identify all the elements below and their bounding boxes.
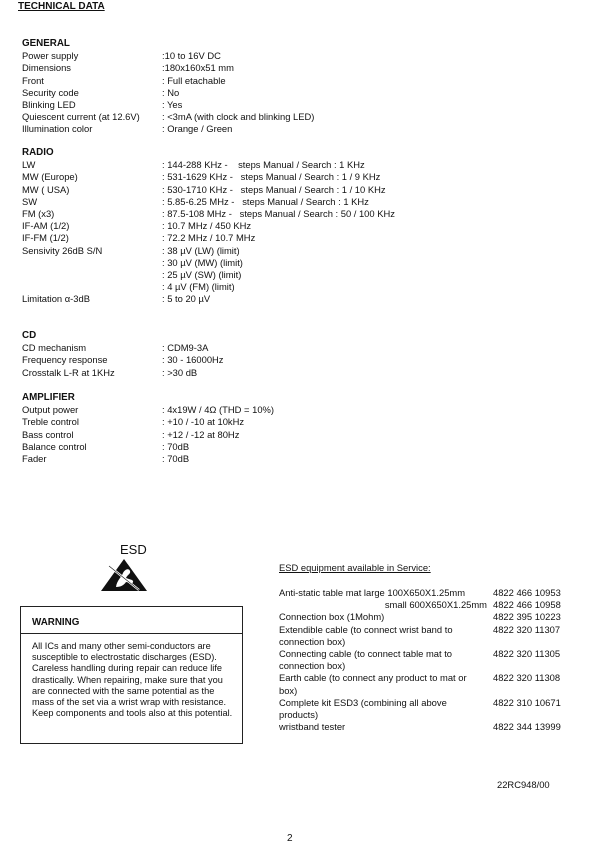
spec-row [22,453,274,465]
spec-row [22,293,395,305]
spec-value: : No [162,86,180,98]
spec-row [22,171,395,183]
spec-value: : 4 µV (FM) (limit) [162,281,235,293]
spec-value: : Yes [162,98,183,110]
equipment-code: 4822 395 10223 [493,611,561,623]
spec-value: : >30 dB [162,366,198,378]
equipment-description: Connecting cable (to connect table mat to connection box) [279,648,453,672]
spec-value: : 531-1629 KHz - steps Manual / Search : 1 / 9 KHz [162,171,381,183]
esd-warning-icon [99,558,149,592]
spec-row [22,257,395,269]
spec-value: : 87.5-108 MHz - steps Manual / Search : 50 / 100 KHz [162,207,395,219]
equipment-description: Complete kit ESD3 (combining all above products) [279,696,447,721]
spec-value: : 30 - 16000Hz [162,354,224,366]
equipment-item [279,624,571,648]
spec-row [22,281,395,293]
spec-row [22,416,274,428]
spec-value: : +12 / -12 at 80Hz [162,428,240,440]
spec-row [22,269,395,281]
spec-label: MW ( USA) [22,183,70,195]
document-code: 22RC948/00 [497,779,550,790]
spec-row [22,220,395,232]
equipment-item [279,587,571,599]
equipment-item [279,611,571,623]
cd-section [22,330,224,379]
equipment-code: 4822 466 10953 [493,587,561,598]
spec-row [22,404,274,416]
spec-label: Limitation α-3dB [22,293,90,305]
spec-value: : 4x19W / 4Ω (THD = 10%) [162,404,274,416]
equipment-description: Connection box (1Mohm) [279,611,385,623]
spec-label: Bass control [22,428,74,440]
spec-row [22,50,314,62]
radio-heading: RADIO [22,147,54,158]
spec-label: CD mechanism [22,342,87,354]
spec-label: Sensivity 26dB S/N [22,244,103,256]
spec-value: : 5 to 20 µV [162,293,211,305]
spec-label [22,281,162,293]
spec-label: Illumination color [22,123,93,135]
spec-label [22,257,162,269]
equipment-description: wristband tester [279,721,346,733]
spec-label: IF-AM (1/2) [22,220,70,232]
equipment-item [279,648,571,672]
spec-row [22,441,274,453]
spec-label: IF-FM (1/2) [22,232,69,244]
spec-row [22,342,224,354]
equipment-code: 4822 320 11305 [493,648,561,660]
warning-divider [21,633,242,634]
equipment-code: 4822 310 10671 [493,696,561,708]
esd-title: ESD [120,542,147,557]
spec-label: FM (x3) [22,207,55,219]
equipment-item [279,721,571,733]
spec-row [22,62,314,74]
spec-value: : +10 / -10 at 10kHz [162,416,245,428]
spec-label: Balance control [22,440,87,452]
radio-section [22,147,395,305]
spec-value: : 70dB [162,452,190,464]
spec-row [22,245,395,257]
page-title: TECHNICAL DATA [18,1,105,12]
amplifier-section [22,392,274,465]
equipment-description: Extendible cable (to connect wrist band to connection box) [279,623,453,647]
spec-label: LW [22,159,36,171]
spec-label: Output power [22,404,79,416]
spec-label: Dimensions [22,62,71,74]
spec-row [22,75,314,87]
equipment-description: Earth cable (to connect any product to mat or box) [279,672,467,696]
warning-box [20,606,243,744]
spec-row [22,99,314,111]
spec-value: : CDM9-3A [162,342,209,354]
spec-value: : 38 µV (LW) (limit) [162,244,240,256]
spec-label: Power supply [22,50,79,62]
spec-value: : Full etachable [162,74,226,86]
spec-value: : 530-1710 KHz - steps Manual / Search : 1 / 10 KHz [162,183,386,195]
general-heading: GENERAL [22,38,70,49]
spec-row [22,429,274,441]
spec-label: MW (Europe) [22,171,78,183]
spec-value: : Orange / Green [162,123,233,135]
spec-label: Frequency response [22,354,108,366]
spec-label [22,269,162,281]
page-number: 2 [287,833,293,844]
spec-value: : 30 µV (MW) (limit) [162,256,243,268]
amplifier-heading: AMPLIFIER [22,392,75,403]
equipment-code: 4822 344 13999 [493,721,561,733]
spec-row [22,123,314,135]
spec-row [22,87,314,99]
spec-row [22,196,395,208]
equipment-item [279,672,571,696]
equipment-item [279,599,571,611]
spec-value: :10 to 16V DC [162,50,221,62]
equipment-code: 4822 320 11307 [493,623,561,635]
equipment-code: 4822 466 10958 [493,599,561,611]
spec-row [22,184,395,196]
equipment-item [279,697,571,721]
equipment-description: small 600X650X1.25mm [384,599,487,611]
warning-heading: WARNING [32,617,80,628]
spec-label: Blinking LED [22,98,76,110]
warning-text: All ICs and many other semi-conductors are susceptible to electrostatic discharges (ESD). Careless handling during repair can reduce life drastically. When repairing, make sure that you are connected with the same potential as the mass of the set via a wrist wrap with resistance. Keep components and tools also at this potential. [32,641,233,719]
general-section [22,38,314,136]
spec-label: SW [22,195,38,207]
spec-row [22,367,224,379]
equipment-code: 4822 320 11308 [493,672,561,684]
spec-value: : 70dB [162,440,190,452]
spec-value: :180x160x51 mm [162,62,234,74]
spec-value: : 144-288 KHz - steps Manual / Search : 1 KHz [162,159,365,171]
spec-label: Quiescent current (at 12.6V) [22,111,140,123]
spec-value: : 10.7 MHz / 450 KHz [162,220,252,232]
spec-row [22,208,395,220]
spec-value: : 72.2 MHz / 10.7 MHz [162,232,256,244]
spec-label: Treble control [22,416,79,428]
equipment-heading: ESD equipment available in Service: [279,562,431,573]
equipment-list [279,587,571,733]
spec-row [22,354,224,366]
equipment-description: Anti-static table mat large 100X650X1.25mm [279,587,466,598]
spec-value: : 5.85-6.25 MHz - steps Manual / Search : 1 KHz [162,195,369,207]
spec-row [22,159,395,171]
spec-label: Crosstalk L-R at 1KHz [22,366,115,378]
spec-label: Security code [22,86,79,98]
spec-row [22,111,314,123]
spec-value: : 25 µV (SW) (limit) [162,268,242,280]
cd-heading: CD [22,330,37,341]
spec-label: Front [22,74,44,86]
spec-label: Fader [22,452,47,464]
spec-row [22,232,395,244]
spec-value: : <3mA (with clock and blinking LED) [162,111,315,123]
